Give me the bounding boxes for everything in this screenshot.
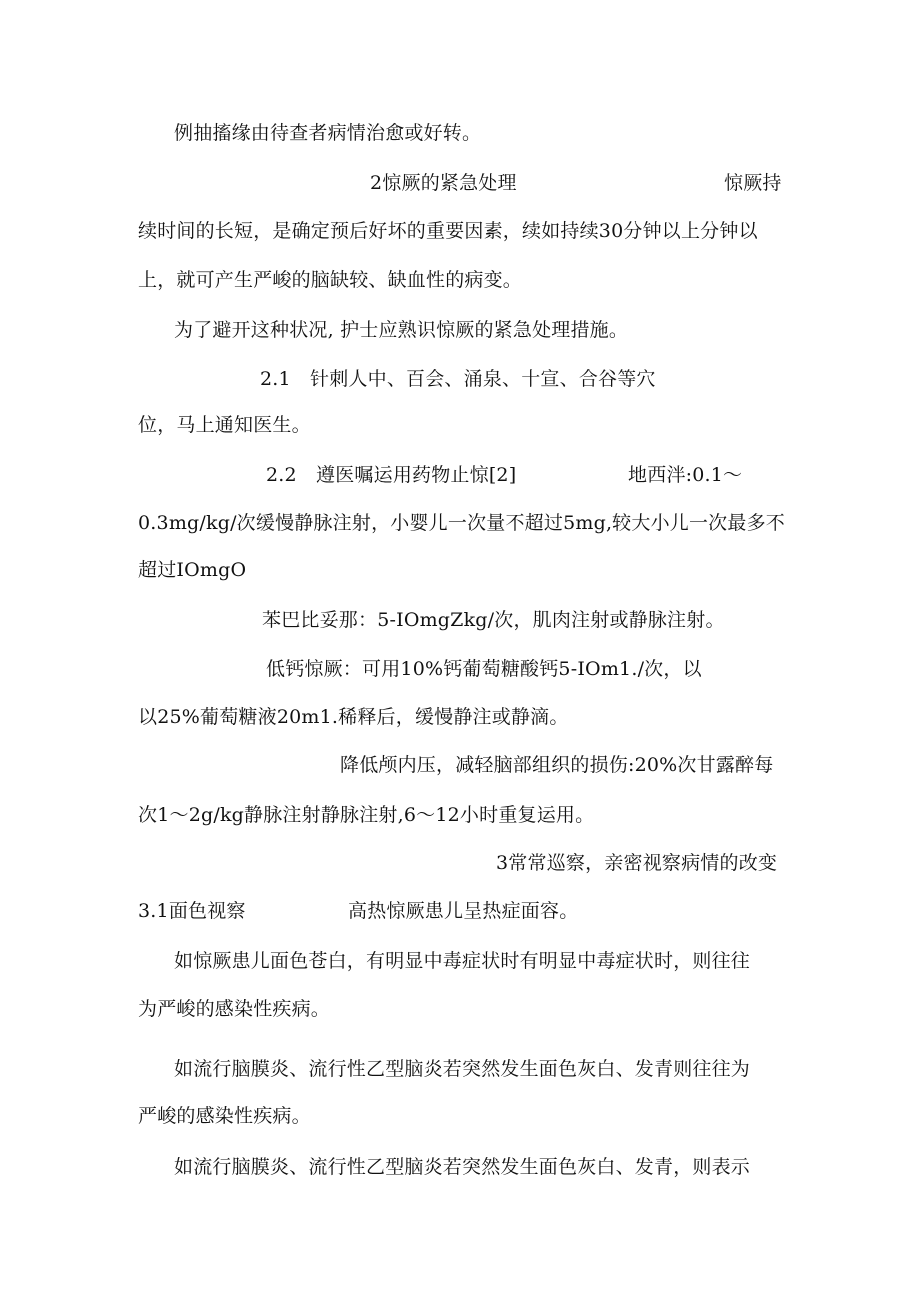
text-line: 续时间的长短，是确定预后好坏的重要因素，续如持续30分钟以上分钟以 [138,220,758,242]
text-line: 苯巴比妥那：5-IOmgZkg/次，肌肉注射或静脉注射。 [262,609,725,631]
text-line: 如流行脑膜炎、流行性乙型脑炎若突然发生面色灰白、发青，则表示 [174,1156,751,1178]
text-line: 例抽搐缘由待查者病情治愈或好转。 [174,122,482,144]
text-line: 位，马上通知医生。 [138,414,311,436]
text-line: 高热惊厥患儿呈热症面容。 [348,900,579,922]
text-line: 惊厥持 [724,172,782,194]
text-line: 为了避开这种状况, 护士应熟识惊厥的紧急处理措施。 [174,319,629,341]
text-line: 地西泮:0.1～ [628,464,743,486]
subsection-heading: 2.2 遵医嘱运用药物止惊[2] [266,464,517,486]
subsection-heading: 2.1 针刺人中、百会、涌泉、十宣、合谷等穴 [260,368,656,390]
text-line: 以25%葡萄糖液20m1.稀释后，缓慢静注或静滴。 [138,706,569,728]
text-line: 次1～2g/kg静脉注射静脉注射,6～12小时重复运用。 [138,804,595,826]
text-line: 低钙惊厥：可用10%钙葡萄糖酸钙5-IOm1./次，以 [266,658,702,680]
text-line: 如惊厥患儿面色苍白，有明显中毒症状时有明显中毒症状时，则往往 [174,950,751,972]
text-line: 降低颅内压，减轻脑部组织的损伤:20%次甘露醉每 [340,754,774,776]
text-line: 严峻的感染性疾病。 [138,1105,311,1127]
text-line: 为严峻的感染性疾病。 [138,998,331,1020]
subsection-heading: 3.1面色视察 [138,900,246,922]
section-heading: 2惊厥的紧急处理 [370,172,517,194]
text-line: 超过IOmgO [138,559,247,581]
text-line: 上，就可产生严峻的脑缺较、缺血性的病变。 [138,269,523,291]
section-heading: 3常常巡察，亲密视察病情的改变 [496,852,778,874]
text-line: 0.3mg/kg/次缓慢静脉注射，小婴儿一次量不超过5mg,较大小儿一次最多不 [138,512,785,534]
text-line: 如流行脑膜炎、流行性乙型脑炎若突然发生面色灰白、发青则往往为 [174,1058,751,1080]
